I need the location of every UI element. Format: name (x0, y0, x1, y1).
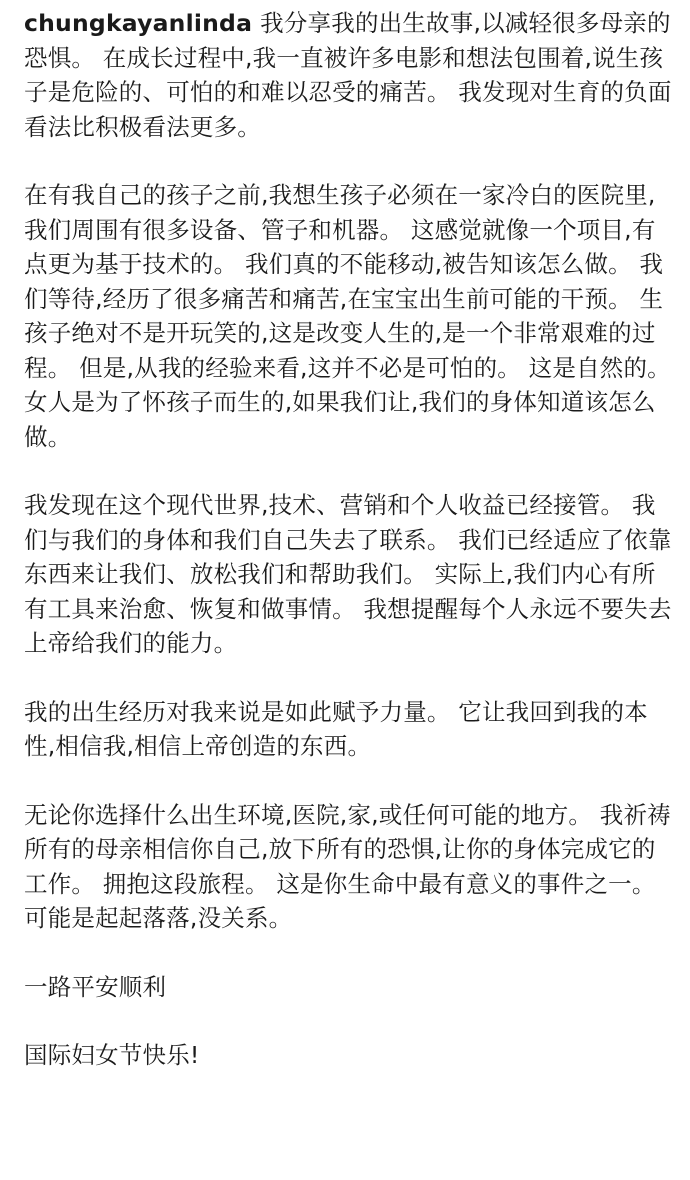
caption-text: 我分享我的出生故事,以减轻很多母亲的恐惧。 在成长过程中,我一直被许多电影和想法包围着,说生孩子是危险的、可怕的和难以忍受的痛苦。 我发现对生育的负面看法比积极看法更多。 (24, 9, 672, 141)
caption-paragraph-6: 一路平安顺利 (24, 972, 167, 1001)
caption-paragraph-7: 国际妇女节快乐! (24, 1041, 200, 1069)
caption-paragraph-4: 我的出生经历对我来说是如此赋予力量。 它让我回到我的本性,相信我,相信上帝创造的东西。 (24, 697, 648, 760)
caption-paragraph-5: 无论你选择什么出生环境,医院,家,或任何可能的地方。 我祈祷所有的母亲相信你自己,放下所有的恐惧,让你的身体完成它的工作。 拥抱这段旅程。 这是你生命中最有意义的事件之一。 可能是起起落落,没关系。 (24, 800, 671, 932)
caption-paragraph-2: 在有我自己的孩子之前,我想生孩子必须在一家冷白的医院里,我们周围有很多设备、管子和机器。 这感觉就像一个项目,有点更为基于技术的。 我们真的不能移动,被告知该怎么做。 我们等待,经历了很多痛苦和痛苦,在宝宝出生前可能的干预。 生孩子绝对不是开玩笑的,这是改变人生的,是一个非常艰难的过程。 但是,从我的经验来看,这并不必是可怕的。 这是自然的。 女人是为了怀孩子而生的,如果我们让,我们的身体知道该怎么做。 (24, 181, 671, 451)
caption-paragraph-3: 我发现在这个现代世界,技术、营销和个人收益已经接管。 我们与我们的身体和我们自己失去了联系。 我们已经适应了依靠东西来让我们、放松我们和帮助我们。 实际上,我们内心有所有工具来治愈、恢复和做事情。 我想提醒每个人永远不要失去上帝给我们的能力。 (24, 491, 672, 657)
caption-paragraph-1 (24, 6, 676, 144)
post-caption (24, 6, 676, 1073)
username-link[interactable]: chungkayanlinda (24, 9, 253, 37)
